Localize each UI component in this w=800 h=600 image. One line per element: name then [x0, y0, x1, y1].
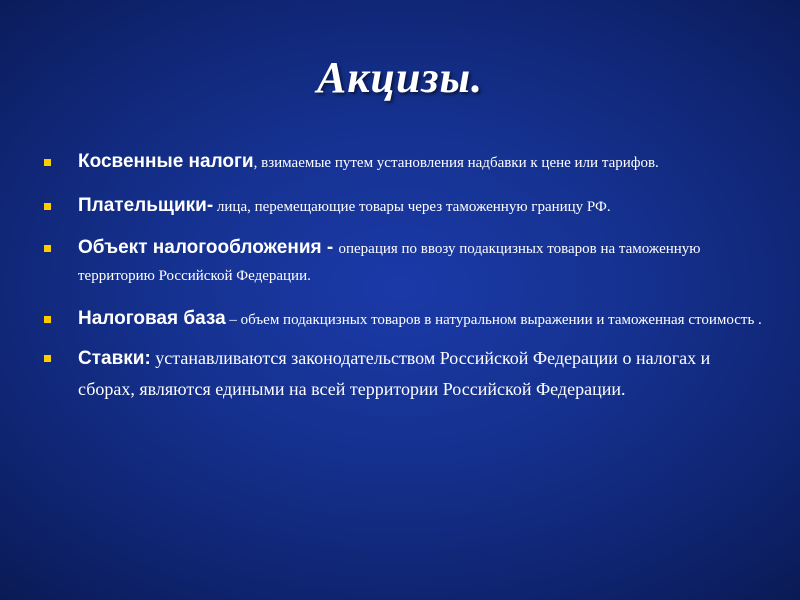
bullet-item-indirect-taxes	[44, 148, 764, 177]
bullet-term: Ставки:	[78, 348, 151, 369]
bullet-item-rates	[44, 344, 764, 406]
square-bullet-icon	[44, 355, 51, 362]
bullet-description: устанавливаются законодательством Российской Федерации о налогах и сборах, являются едиными на всей территории Российской Федерации.	[78, 348, 711, 399]
bullet-item-tax-object	[44, 234, 764, 290]
bullet-description: лица, перемещающие товары через таможенную границу РФ.	[213, 199, 611, 215]
bullet-term: Налоговая база	[78, 308, 226, 329]
square-bullet-icon	[44, 159, 51, 166]
square-bullet-icon	[44, 203, 51, 210]
square-bullet-icon	[44, 316, 51, 323]
bullet-description: , взимаемые путем установления надбавки к цене или тарифов.	[253, 155, 659, 171]
bullet-description: – объем подакцизных товаров в натуральном выражении и таможенная стоимость .	[225, 312, 762, 328]
square-bullet-icon	[44, 245, 51, 252]
bullet-item-payers	[44, 192, 764, 221]
bullet-list	[44, 148, 764, 406]
bullet-item-tax-base	[44, 305, 764, 334]
bullet-term: Объект налогообложения -	[78, 237, 339, 258]
slide-title: Акцизы.	[316, 53, 484, 102]
bullet-term: Плательщики-	[78, 195, 214, 216]
bullet-description: операция по ввозу подакцизных товаров на таможенную территорию Российской Федерации.	[78, 241, 701, 284]
bullet-term: Косвенные налоги	[78, 151, 254, 172]
